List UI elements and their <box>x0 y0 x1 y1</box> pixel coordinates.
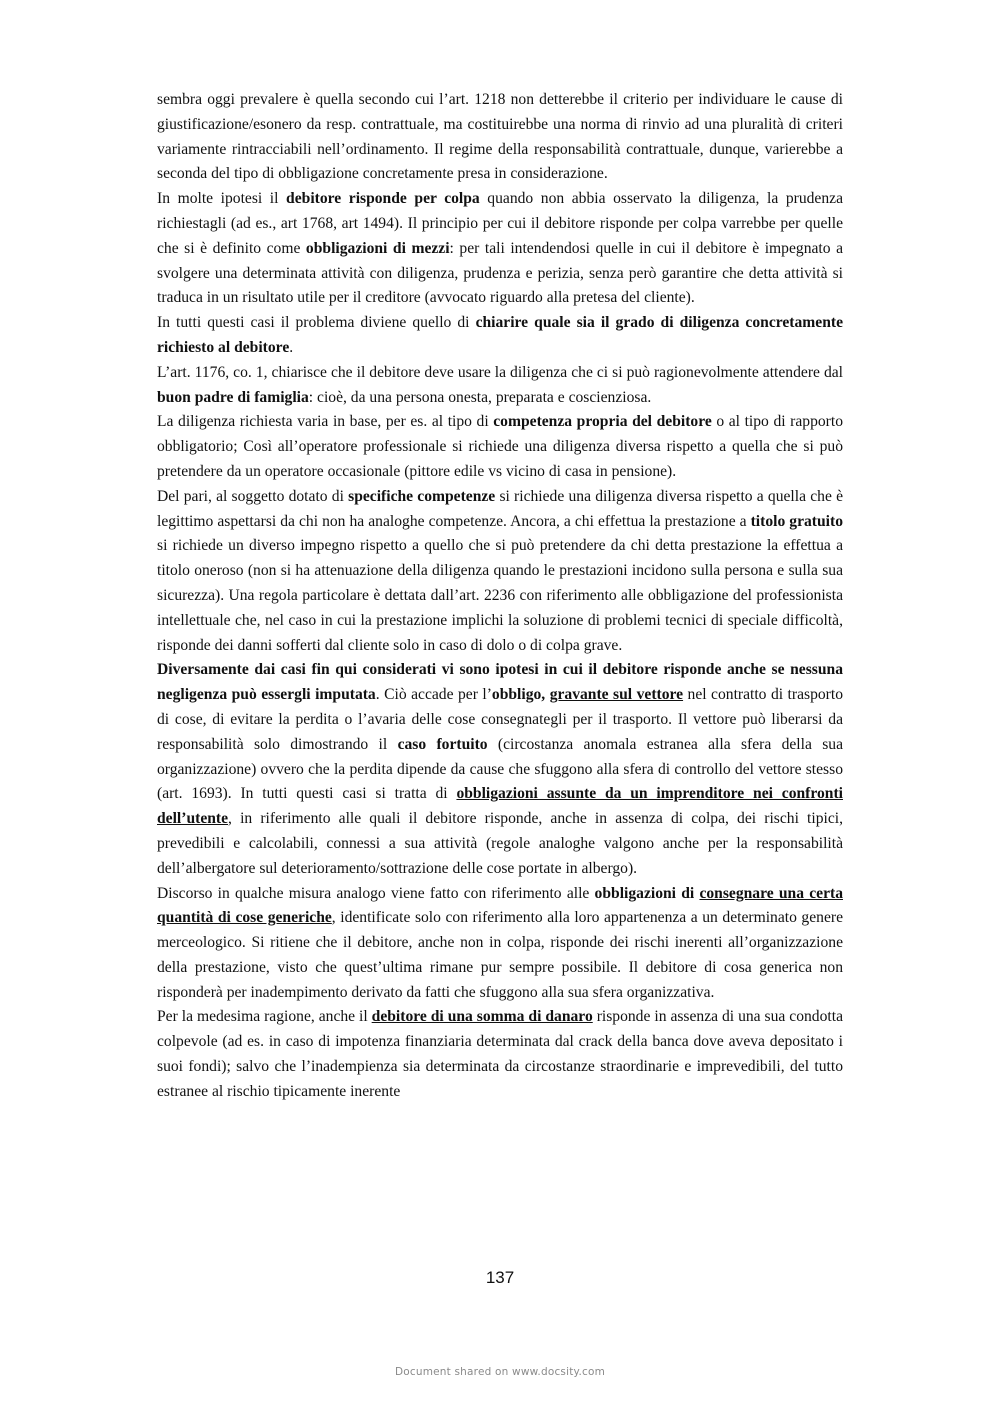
paragraph-4: L’art. 1176, co. 1, chiarisce che il debitore deve usare la diligenza che ci si può ragionevolmente attendere dal buon padre di famiglia: cioè, da una persona onesta, preparata e coscienziosa. <box>157 363 843 406</box>
underlined-emphasis: obbligazioni assunte da un imprenditore nei confronti dell’utente <box>157 785 843 828</box>
paragraph-2: In molte ipotesi il debitore risponde per colpa quando non abbia osservato la diligenza, la prudenza richiestagli (ad es., art 1768, art 1494). Il principio per cui il debitore risponde per colpa varrebbe per quelle che si è definito come obbligazioni di mezzi: per tali intendendosi quelle in cui il debitore è impegnato a svolgere una determinata attività con diligenza, prudenza e perizia, senza però garantire che detta attività si traduca in un risultato utile per il creditore (avvocato riguardo alla pretesa del cliente). <box>157 190 843 307</box>
paragraph-7: Diversamente dai casi fin qui considerati vi sono ipotesi in cui il debitore risponde anche se nessuna negligenza può essergli imputata. Ciò accade per l’obbligo, gravante sul vettore nel contratto di trasporto di cose, di evitare la perdita o l’avaria delle cose consegnategli per il trasporto. Il vettore può liberarsi da responsabilità solo dimostrando il caso fortuito (circostanza anomala estranea alla sfera della sua organizzazione) ovvero che la perdita dipende da cause che sfuggono alla sfera di controllo del vettore stesso (art. 1693). In tutti questi casi si tratta di obbligazioni assunte da un imprenditore nei confronti dell’utente, in riferimento alle quali il debitore risponde, anche in assenza di colpa, dei rischi tipici, prevedibili e calcolabili, connessi a sua attività (regole analoghe valgono anche per la responsabilità dell’albergatore sul deterioramento/sottrazione delle cose portate in albergo). <box>157 661 843 877</box>
bold-emphasis: buon padre di famiglia <box>157 388 309 406</box>
paragraph-1: sembra oggi prevalere è quella secondo cui l’art. 1218 non detterebbe il criterio per individuare le cause di giustificazione/esonero da resp. contrattuale, ma costituirebbe una norma di rinvio ad una pluralità di criteri variamente rintracciabili nell’ordinamento. Il regime della responsabilità contrattuale, dunque, varierebbe a seconda del tipo di obbligazione concretamente presa in considerazione. <box>157 91 843 183</box>
bold-emphasis: obbligazioni di <box>594 884 700 902</box>
paragraph-3: In tutti questi casi il problema diviene quello di chiarire quale sia il grado di diligenza concretamente richiesto al debitore. <box>157 314 843 356</box>
bold-emphasis: Diversamente dai casi fin qui considerati vi sono ipotesi in cui il debitore risponde anche se nessuna negligenza può essergli imputata <box>157 661 843 704</box>
paragraph-5: La diligenza richiesta varia in base, per es. al tipo di competenza propria del debitore o al tipo di rapporto obbligatorio; Così all’operatore professionale si richiede una diligenza diversa rispetto a quella che si può pretendere da un operatore occasionale (pittore edile vs vicino di casa in pensione). <box>157 413 843 480</box>
bold-emphasis: caso fortuito <box>397 735 488 753</box>
paragraph-9: Per la medesima ragione, anche il debitore di una somma di danaro risponde in assenza di una sua condotta colpevole (ad es. in caso di impotenza finanziaria determinata dal crack della banca dove aveva depositato i suoi fondi); salvo che l’inadempienza sia determinata da circostanze straordinarie e imprevedibili, del tutto estranee al rischio tipicamente inerente <box>157 1008 843 1100</box>
docsity-footer[interactable]: Document shared on www.docsity.com <box>394 1366 606 1378</box>
bold-emphasis: debitore risponde per colpa <box>286 190 480 208</box>
bold-emphasis: chiarire quale sia il grado di diligenza concretamente richiesto al debitore <box>157 314 843 356</box>
document-body <box>157 88 843 1105</box>
paragraph-6: Del pari, al soggetto dotato di specifiche competenze si richiede una diligenza diversa rispetto a quella che è legittimo aspettarsi da chi non ha analoghe competenze. Ancora, a chi effettua la prestazione a titolo gratuito si richiede un diverso impegno rispetto a quello che si può pretendere da chi detta prestazione la effettua a titolo oneroso (non si ha attenuazione della diligenza quando le prestazioni incidono sulla persona e sulla sua sicurezza). Una regola particolare è dettata dall’art. 2236 con riferimento alle obbligazione del professionista intellettuale che, nel caso in cui la prestazione implichi la soluzione di problemi tecnici di speciale difficoltà, risponde dei danni sofferti dal cliente solo in caso di dolo o di colpa grave. <box>157 487 844 654</box>
bold-emphasis: competenza propria del debitore <box>493 413 712 431</box>
underlined-emphasis: debitore di una somma di danaro <box>371 1008 593 1026</box>
bold-emphasis: specifiche competenze <box>348 487 496 505</box>
page-number: 137 <box>485 1268 515 1287</box>
bold-emphasis: obbligazioni di mezzi <box>305 239 450 257</box>
bold-emphasis: obbligo, <box>491 686 550 704</box>
paragraph-8: Discorso in qualche misura analogo viene fatto con riferimento alle obbligazioni di consegnare una certa quantità di cose generiche, identificate solo con riferimento alla loro appartenenza a un determinato genere merceologico. Si ritiene che il debitore, anche non in colpa, risponde dei rischi inerenti all’organizzazione della prestazione, visto che quest’ultima rimane pur sempre possibile. Il debitore di cosa generica non risponderà per inadempimento derivato da fatti che sfuggono alla sua sfera organizzativa. <box>157 884 843 1001</box>
underlined-emphasis: consegnare una certa quantità di cose generiche <box>157 884 843 927</box>
underlined-emphasis: gravante sul vettore <box>549 686 684 704</box>
bold-emphasis: titolo gratuito <box>750 512 843 530</box>
